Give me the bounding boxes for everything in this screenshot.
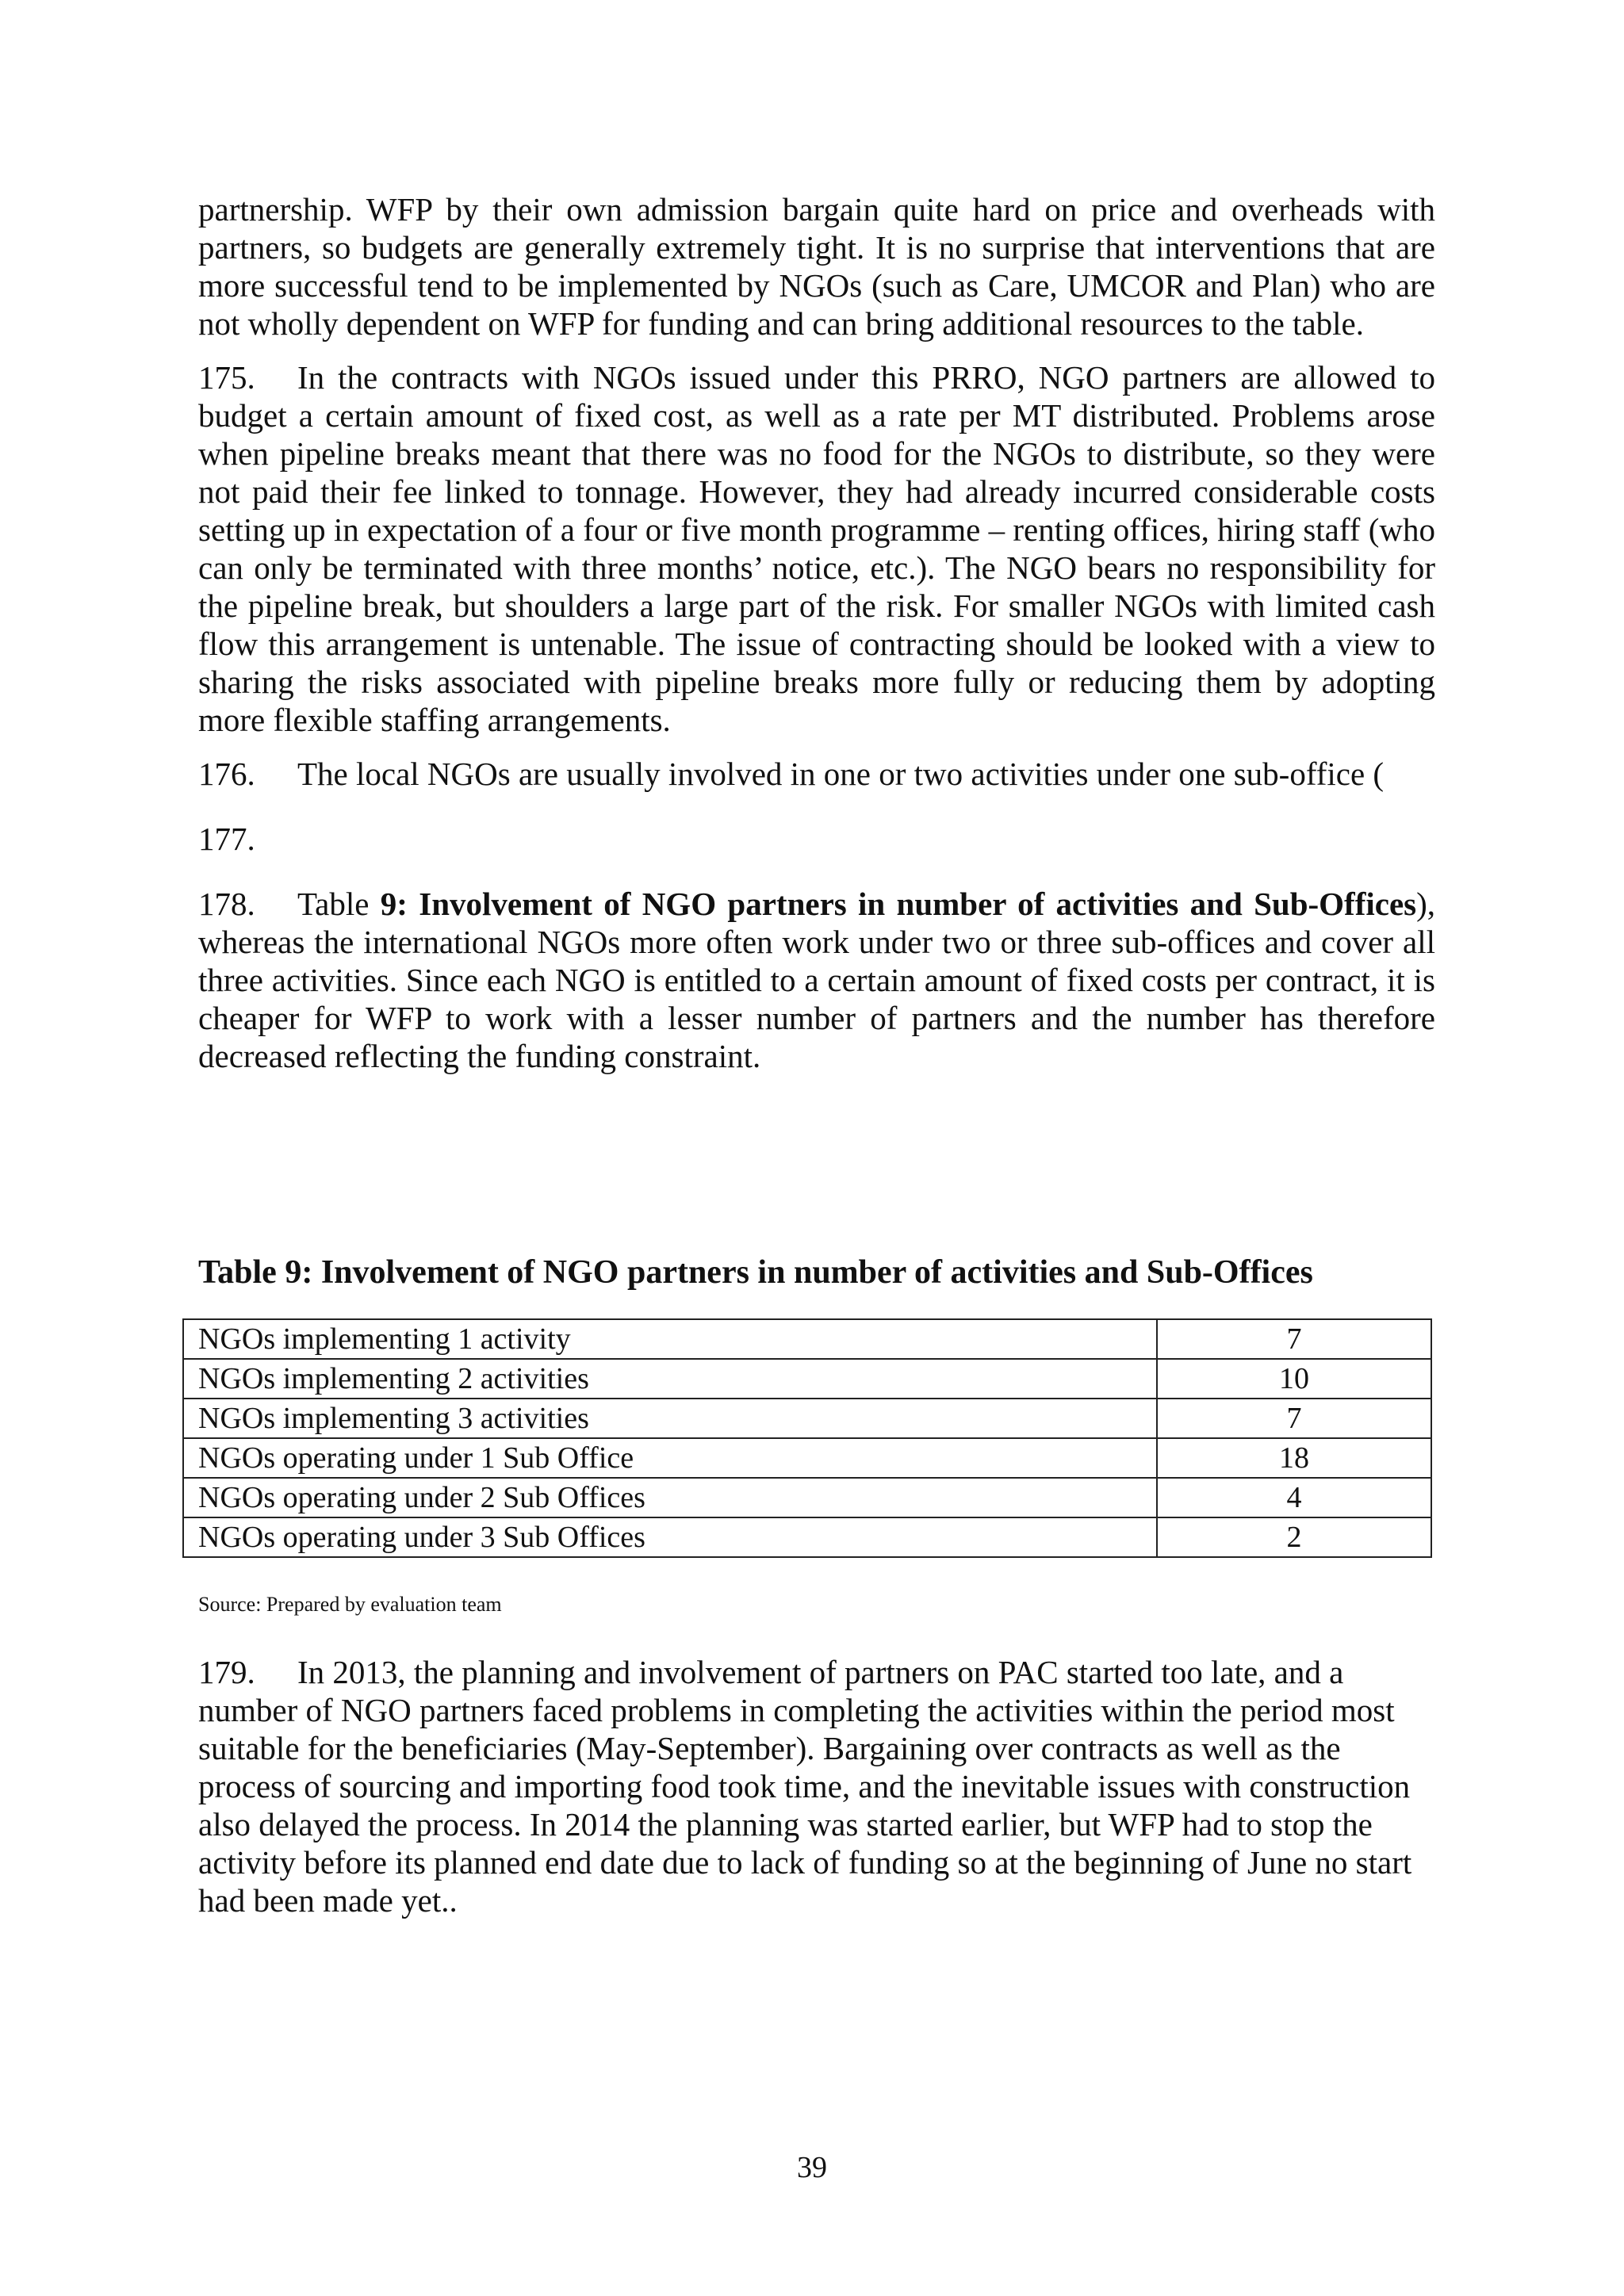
row-value: 2 — [1157, 1517, 1431, 1557]
paragraph-text: In the contracts with NGOs issued under this PRRO, NGO partners are allowed to budget a certain amount of fixed cost, as well as a rate per MT distributed. Problems arose when pipeline breaks meant that there was no food for the NGOs to distribute, so they were not paid their fee linked to tonnage. However, they had already incurred considerable costs setting up in expectation of a four or five month programme – renting offices, hiring staff (who can only be terminated with three months’ notice, etc.). The NGO bears no responsibility for the pipeline break, but shoulders a large part of the risk. For smaller NGOs with limited cash flow this arrangement is untenable. The issue of contracting should be looked with a view to sharing the risks associated with pipeline breaks more fully or reducing them by adopting more flexible staffing arrangements. — [198, 359, 1435, 738]
paragraph-number: 176. — [198, 756, 255, 792]
paragraph-text: The local NGOs are usually involved in one or two activities under one sub-office ( — [297, 756, 1385, 792]
row-label: NGOs implementing 3 activities — [183, 1399, 1157, 1438]
row-value: 7 — [1157, 1399, 1431, 1438]
row-label: NGOs operating under 1 Sub Office — [183, 1438, 1157, 1478]
row-value: 7 — [1157, 1319, 1431, 1359]
paragraph-text-lead: Table — [297, 886, 381, 922]
paragraph-176 — [198, 755, 1435, 793]
row-value: 18 — [1157, 1438, 1431, 1478]
row-value: 10 — [1157, 1359, 1431, 1399]
row-label: NGOs operating under 2 Sub Offices — [183, 1478, 1157, 1517]
paragraph-text: partnership. WFP by their own admission bargain quite hard on price and overheads with partners, so budgets are generally extremely tight. It is no surprise that interventions that are more successful tend to be implemented by NGOs (such as Care, UMCOR and Plan) who are not wholly dependent on WFP for funding and can bring additional resources to the table. — [198, 191, 1435, 342]
table-row — [183, 1517, 1431, 1557]
table-row — [183, 1438, 1431, 1478]
paragraph-text: In 2013, the planning and involvement of partners on PAC started too late, and a number of NGO partners faced problems in completing the activities within the period most suitable for the beneficiaries (May-September). Bargaining over contracts as well as the process of sourcing and importing food took time, and the inevitable issues with construction also delayed the process. In 2014 the planning was started earlier, but WFP had to stop the activity before its planned end date due to lack of funding so at the beginning of June no start had been made yet.. — [198, 1654, 1412, 1919]
paragraph-text: ), whereas the international NGOs more often work under two or three sub-offices and cover all three activities. Since each NGO is entitled to a certain amount of fixed costs per contract, it is cheaper for WFP to work with a lesser number of partners and the number has therefore decreased reflecting the funding constraint. — [198, 886, 1436, 1074]
table-reference: 9: Involvement of NGO partners in number of activities and Sub-Offices — [380, 886, 1417, 922]
document-page — [198, 190, 1435, 1935]
paragraph-178 — [198, 885, 1435, 1075]
table-row — [183, 1359, 1431, 1399]
paragraph-continued — [198, 190, 1435, 342]
row-value: 4 — [1157, 1478, 1431, 1517]
page-number: 39 — [797, 2151, 827, 2184]
paragraph-number: 175. — [198, 359, 255, 396]
table-row — [183, 1478, 1431, 1517]
paragraph-179 — [198, 1653, 1435, 1919]
paragraph-number: 177. — [198, 821, 255, 857]
row-label: NGOs implementing 2 activities — [183, 1359, 1157, 1399]
vertical-spacer — [198, 1091, 1435, 1253]
ngo-involvement-table — [182, 1318, 1432, 1558]
table-row — [183, 1319, 1431, 1359]
row-label: NGOs implementing 1 activity — [183, 1319, 1157, 1359]
paragraph-number: 179. — [198, 1654, 255, 1690]
paragraph-175 — [198, 358, 1435, 739]
table-row — [183, 1399, 1431, 1438]
paragraph-number: 178. — [198, 886, 255, 922]
table-source-note: Source: Prepared by evaluation team — [198, 1593, 502, 1616]
table-title: Table 9: Involvement of NGO partners in number of activities and Sub-Offices — [198, 1254, 1313, 1291]
paragraph-177 — [198, 820, 1435, 858]
row-label: NGOs operating under 3 Sub Offices — [183, 1517, 1157, 1557]
